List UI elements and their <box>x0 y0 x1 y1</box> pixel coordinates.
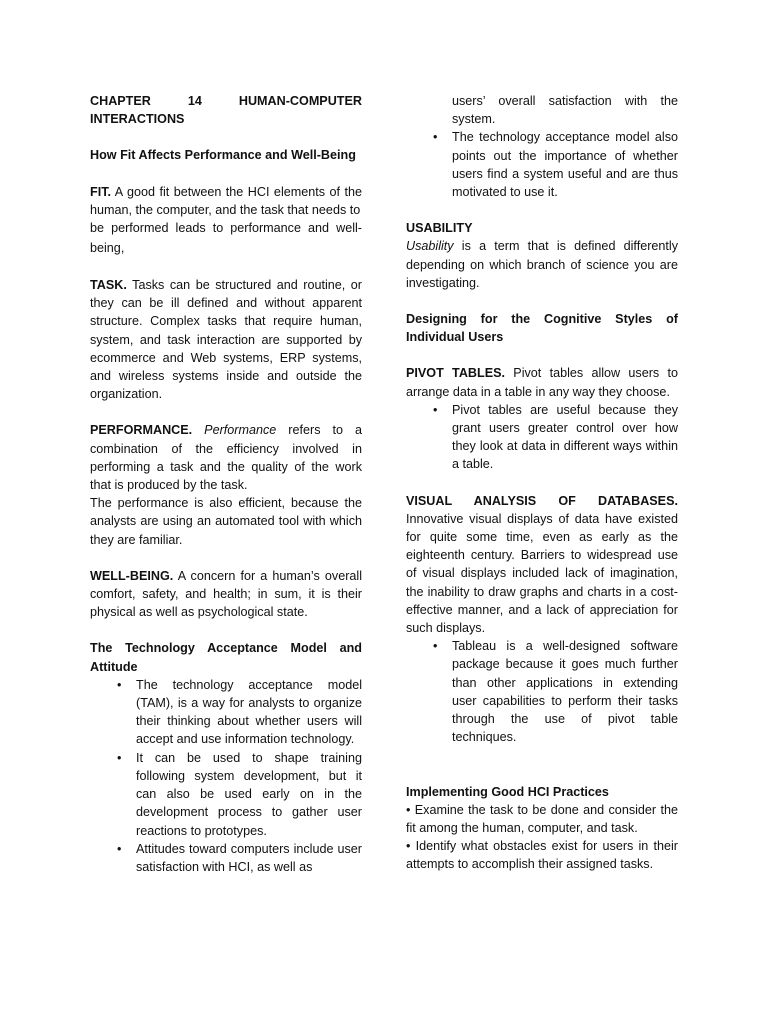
bullet-icon: • <box>433 130 438 145</box>
usability-paragraph <box>406 237 678 292</box>
bullet-icon: • <box>117 750 122 765</box>
tam-bullet-list-continued <box>406 92 678 201</box>
pivot-term: PIVOT TABLES. <box>406 366 506 381</box>
task-text: Tasks can be structured and routine, or they can be ill defined and without apparent structure. Complex tasks that require human, system, and task interaction are supported by ecommerce and Web systems, ERP systems, and wireless systems inside and outside the organization. <box>90 278 362 402</box>
wellbeing-text: A concern for a human’s overall comfort, safety, and health; in sum, it is their physical as well as psychological state. <box>90 568 362 620</box>
fit-text-2: be performed leads to performance and well-being, <box>90 221 362 255</box>
list-item: • It can be used to shape training following system development, but it can also be used early on in the development process to gather user reactions to prototypes. <box>117 750 362 838</box>
chapter-title-line2: INTERACTIONS <box>90 112 185 127</box>
chapter-title-line1 <box>90 92 362 110</box>
left-column <box>90 92 362 876</box>
tam-bullet-list <box>90 676 362 876</box>
list-item: • The technology acceptance model (TAM), is a way for analysts to organize their thinking about whether users will accept and use information technology. <box>117 677 362 747</box>
pivot-bullet-list <box>406 401 678 474</box>
performance-term: PERFORMANCE. <box>90 423 193 438</box>
task-term: TASK. <box>90 278 127 293</box>
list-item: • Tableau is a well-designed software package because it goes much further than other applications in extending user capabilities to perform their tasks through the use of pivot table techniques. <box>433 639 678 745</box>
list-item: users’ overall satisfaction with the system. <box>452 94 678 127</box>
bullet-icon: • <box>433 402 438 417</box>
tam-heading: The Technology Acceptance Model and Attitude <box>90 641 362 674</box>
fit-term: FIT. <box>90 184 111 199</box>
performance-extra: The performance is also efficient, because the analysts are using an automated tool with which they are familiar. <box>90 496 362 547</box>
pivot-paragraph <box>406 364 678 400</box>
wellbeing-term: WELL-BEING. <box>90 568 174 583</box>
tableau-bullet-list <box>406 637 678 746</box>
bullet-icon: • <box>117 841 122 856</box>
list-item: • Pivot tables are useful because they grant users greater control over how they look at data in different ways within a table. <box>433 402 678 472</box>
performance-paragraph <box>90 421 362 494</box>
fit-text-1: A good fit between the HCI elements of the human, the computer, and the task that needs to <box>90 184 362 217</box>
visual-analysis-text: Innovative visual displays of data have existed for quite some time, even as early as the eighteenth century. Barriers to widespread use of visual displays included lack of imagination, the inability to draw graphs and charts in a cost-effective manner, and a lack of appreciation for such displays. <box>406 511 678 636</box>
practice-item: • Identify what obstacles exist for users in their attempts to accomplish their assigned tasks. <box>406 839 678 872</box>
cognitive-styles-heading: Designing for the Cognitive Styles of Individual Users <box>406 312 678 345</box>
bullet-icon: • <box>117 677 122 692</box>
chapter-word: CHAPTER <box>90 94 151 108</box>
right-column <box>406 92 678 874</box>
list-item: • The technology acceptance model also points out the importance of whether users find a system useful and are thus motivated to use it. <box>433 130 678 200</box>
usability-text: is a term that is defined differently depending on which branch of science you are investigating. <box>406 239 679 290</box>
usability-heading: USABILITY <box>406 221 473 236</box>
fit-paragraph <box>90 183 362 219</box>
visual-analysis-paragraph <box>406 492 678 638</box>
pivot-text: Pivot tables allow users to arrange data in a table in any way they choose. <box>406 366 678 399</box>
chapter-number: 14 <box>187 94 202 108</box>
section-subtitle: How Fit Affects Performance and Well-Being <box>90 148 356 163</box>
practice-item: • Examine the task to be done and consider the fit among the human, computer, and task. <box>406 802 678 835</box>
usability-italic: Usability <box>406 239 454 254</box>
visual-analysis-term: VISUAL ANALYSIS OF DATABASES. <box>406 493 678 508</box>
bullet-icon: • <box>433 639 438 654</box>
performance-italic: Performance <box>204 423 277 438</box>
wellbeing-paragraph <box>90 567 362 622</box>
task-paragraph <box>90 276 362 403</box>
performance-text: refers to a combination of the efficiency involved in performing a task and the quality of the work that is produced by the task. <box>90 423 363 493</box>
hci-practices-heading: Implementing Good HCI Practices <box>406 784 609 799</box>
chapter-name-part1: HUMAN-COMPUTER <box>238 94 362 108</box>
list-item: • Attitudes toward computers include user satisfaction with HCI, as well as <box>117 841 362 874</box>
